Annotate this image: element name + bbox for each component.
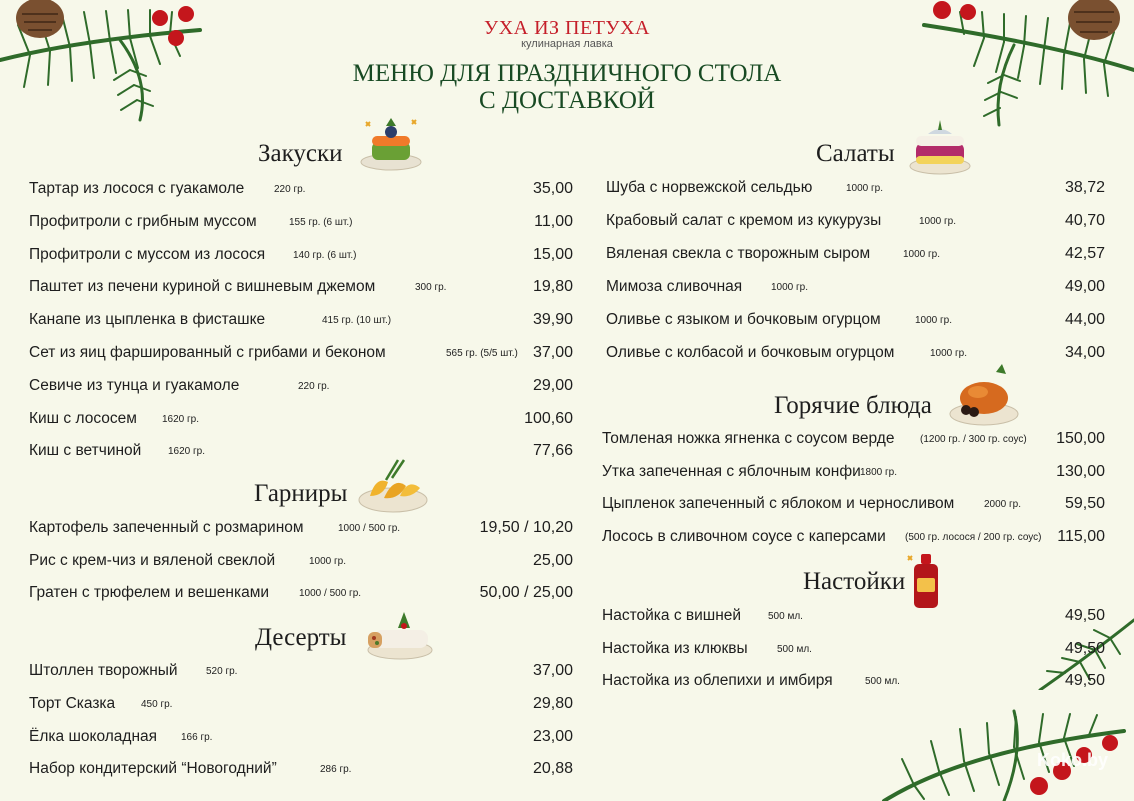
menu-item-price: 29,00 (532, 376, 573, 394)
menu-item-name: Настойка из облепихи и имбиря (602, 672, 833, 689)
menu-item-row (29, 440, 573, 462)
menu-item-row (606, 177, 1105, 199)
brand-name: УХА ИЗ ПЕТУХА (484, 17, 650, 39)
menu-item-name: Киш с ветчиной (29, 442, 142, 460)
menu-item-row (29, 660, 573, 682)
menu-item-row (29, 550, 573, 572)
menu-item-weight: 220 гр. (274, 184, 306, 195)
menu-item-price: 150,00 (1056, 430, 1105, 447)
menu-item-row (29, 309, 573, 331)
menu-item-price: 49,50 (1064, 607, 1105, 624)
menu-item-weight: 140 гр. (6 шт.) (293, 249, 357, 261)
menu-item-price: 59,50 (1064, 495, 1105, 513)
menu-item-weight: (500 гр. лосося / 200 гр. соус) (905, 532, 1042, 544)
section-title-salaty: Салаты (816, 140, 895, 167)
menu-item-price: 50,00 / 25,00 (479, 584, 573, 601)
menu-title-line1: МЕНЮ ДЛЯ ПРАЗДНИЧНОГО СТОЛА (352, 60, 782, 87)
menu-item-row (29, 693, 573, 715)
menu-item-name: Крабовый салат с кремом из кукурузы (606, 212, 882, 229)
menu-item-price: 34,00 (1064, 344, 1105, 361)
menu-item-price: 11,00 (534, 212, 573, 230)
roast-chicken-dish-icon (946, 362, 1022, 428)
menu-item-weight: 1800 гр. (860, 466, 898, 478)
menu-item-price: 39,90 (532, 311, 573, 329)
menu-item-name: Набор кондитерский “Новогодний” (29, 760, 277, 778)
menu-item-weight: 1000 гр. (930, 348, 968, 359)
menu-item-row (606, 243, 1105, 265)
menu-item-weight: 286 гр. (320, 764, 352, 776)
menu-item-row (606, 210, 1105, 232)
menu-item-row (602, 638, 1105, 660)
menu-item-row (602, 670, 1105, 692)
menu-item-row (29, 178, 573, 200)
menu-item-name: Сет из яиц фаршированный с грибами и беконом (29, 344, 386, 361)
menu-item-weight: 1000 / 500 гр. (299, 588, 362, 599)
menu-item-price: 42,57 (1064, 245, 1105, 262)
menu-item-price: 20,88 (532, 760, 573, 778)
menu-item-row (606, 309, 1105, 331)
menu-item-row (29, 375, 573, 397)
menu-item-name: Лосось в сливочном соусе с каперсами (602, 528, 886, 546)
menu-item-name: Штоллен творожный (29, 662, 178, 679)
menu-item-name: Вяленая свекла с творожным сыром (606, 245, 871, 262)
menu-item-weight: 450 гр. (141, 698, 173, 710)
menu-item-name: Картофель запеченный с розмарином (29, 519, 304, 536)
menu-item-weight: 500 мл. (777, 643, 812, 655)
menu-item-price: 100,60 (524, 409, 573, 427)
menu-item-name: Настойка из клюквы (602, 639, 748, 657)
menu-item-name: Торт Сказка (29, 694, 116, 712)
liqueur-bottle-icon (906, 550, 946, 610)
menu-item-name: Канапе из цыпленка в фисташке (29, 311, 266, 329)
menu-item-price: 19,80 (532, 278, 573, 296)
menu-item-price: 23,00 (532, 727, 573, 745)
menu-item-weight: 1000 гр. (919, 216, 957, 227)
menu-item-weight: 500 мл. (768, 611, 803, 622)
menu-item-name: Гратен с трюфелем и вешенками (29, 584, 270, 601)
menu-item-name: Профитроли с муссом из лосося (29, 245, 266, 263)
menu-item-name: Оливье с колбасой и бочковым огурцом (606, 344, 895, 361)
menu-item-name: Рис с крем-чиз и вяленой свеклой (29, 551, 276, 569)
menu-item-weight: 520 гр. (206, 666, 238, 677)
menu-item-row (29, 517, 573, 539)
menu-item-price: 25,00 (532, 551, 573, 569)
menu-item-weight: 415 гр. (10 шт.) (322, 315, 392, 327)
menu-item-row (29, 408, 573, 430)
menu-item-price: 19,50 / 10,20 (479, 519, 573, 536)
menu-item-weight: 300 гр. (415, 282, 447, 294)
menu-item-row (29, 211, 573, 233)
menu-item-price: 37,00 (532, 344, 573, 361)
menu-item-name: Настойка с вишней (602, 607, 742, 624)
menu-item-price: 35,00 (532, 180, 573, 197)
menu-item-name: Профитроли с грибным муссом (29, 212, 257, 230)
menu-item-row (606, 276, 1105, 298)
menu-item-row (29, 342, 573, 364)
menu-item-weight: 565 гр. (5/5 шт.) (446, 348, 518, 359)
menu-item-row (602, 526, 1105, 548)
menu-item-name: Севиче из тунца и гуакамоле (29, 376, 240, 394)
menu-item-weight: 1000 гр. (771, 282, 809, 293)
menu-item-weight: 1620 гр. (168, 446, 206, 458)
menu-item-row (602, 428, 1105, 450)
menu-item-price: 49,50 (1064, 672, 1105, 689)
section-title-deserty: Десерты (255, 624, 347, 651)
menu-item-name: Тартар из лосося с гуакамоле (29, 180, 245, 197)
menu-item-name: Оливье с языком и бочковым огурцом (606, 311, 881, 328)
menu-item-price: 37,00 (532, 662, 573, 679)
menu-item-row (29, 582, 573, 604)
menu-item-name: Цыпленок запеченный с яблоком и черносливом (602, 495, 955, 513)
stollen-dessert-icon (364, 604, 434, 660)
menu-item-weight: (1200 гр. / 300 гр. соус) (920, 434, 1027, 445)
menu-item-name: Шуба с норвежской сельдью (606, 179, 813, 196)
potato-wedges-dish-icon (356, 456, 430, 514)
menu-item-row (602, 461, 1105, 483)
menu-item-row (602, 493, 1105, 515)
menu-item-price: 115,00 (1057, 528, 1105, 546)
menu-item-price: 77,66 (532, 442, 573, 460)
menu-item-weight: 500 мл. (865, 676, 900, 687)
menu-title-line2: С ДОСТАВКОЙ (479, 87, 655, 114)
menu-item-price: 40,70 (1064, 212, 1105, 229)
menu-item-weight: 2000 гр. (984, 499, 1022, 511)
menu-item-weight: 166 гр. (181, 731, 213, 743)
section-title-garniry: Гарниры (254, 480, 348, 507)
menu-item-name: Утка запеченная с яблочным конфи (602, 462, 861, 480)
watermark-logo: Koko.by (1036, 750, 1108, 770)
menu-item-price: 29,80 (532, 694, 573, 712)
menu-item-row (29, 758, 573, 780)
menu-item-price: 130,00 (1056, 462, 1105, 480)
menu-item-price: 49,50 (1064, 639, 1105, 657)
section-title-goryachie: Горячие блюда (774, 392, 932, 419)
menu-item-row (602, 605, 1105, 627)
menu-item-name: Паштет из печени куриной с вишневым джемом (29, 278, 376, 296)
menu-item-name: Ёлка шоколадная (29, 727, 158, 745)
herring-salad-cake-icon (908, 116, 972, 176)
menu-item-weight: 1000 гр. (903, 249, 941, 260)
brand-subtitle: кулинарная лавка (521, 38, 613, 50)
menu-item-weight: 1000 гр. (915, 315, 953, 326)
menu-item-weight: 1000 гр. (309, 555, 347, 567)
menu-item-row (29, 726, 573, 748)
menu-item-name: Томленая ножка ягненка с соусом верде (602, 430, 895, 447)
menu-item-weight: 155 гр. (6 шт.) (289, 216, 353, 228)
menu-item-price: 44,00 (1064, 311, 1105, 328)
pine-branch-bottom-right-icon (874, 691, 1134, 801)
section-title-nastoyki: Настойки (803, 568, 906, 595)
salmon-tartare-dish-icon (358, 116, 424, 172)
menu-item-weight: 1000 / 500 гр. (338, 523, 401, 534)
menu-item-weight: 1620 гр. (162, 413, 200, 425)
menu-item-price: 49,00 (1064, 278, 1105, 295)
menu-item-row (29, 244, 573, 266)
menu-item-row (29, 276, 573, 298)
menu-item-price: 15,00 (532, 245, 573, 263)
menu-item-row (606, 342, 1105, 364)
menu-item-price: 38,72 (1064, 179, 1105, 196)
menu-item-name: Мимоза сливочная (606, 278, 743, 295)
menu-item-weight: 220 гр. (298, 380, 330, 392)
menu-item-name: Киш с лососем (29, 409, 137, 427)
menu-item-weight: 1000 гр. (846, 183, 884, 194)
section-title-zakuski: Закуски (258, 140, 343, 167)
